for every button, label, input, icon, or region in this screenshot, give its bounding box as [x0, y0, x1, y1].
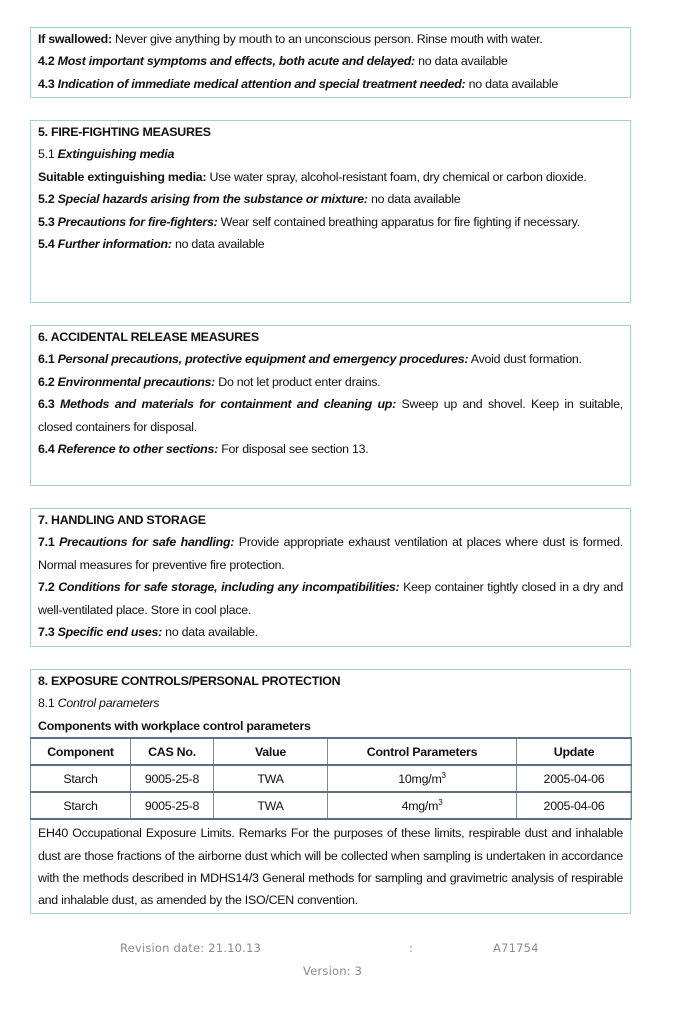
column-header-value: Value — [214, 738, 328, 765]
suitable-media-paragraph — [38, 166, 623, 188]
suitable-media-text: Use water spray, alcohol-resistant foam, dry chemical or carbon dioxide. — [206, 169, 587, 184]
section-6-box — [30, 325, 631, 486]
param-value: 4mg/m — [401, 798, 439, 813]
section-4-continuation-box — [30, 27, 631, 98]
section-7-3 — [38, 621, 623, 643]
section-number: 6.3 — [38, 397, 60, 412]
control-parameters-table — [30, 737, 632, 820]
section-number: 4.2 — [38, 54, 58, 69]
cell-control-parameter — [328, 765, 517, 792]
section-6-3-text: Sweep up and shovel. Keep in suitable, closed containers for disposal. — [38, 397, 623, 434]
cell-update: 2005-04-06 — [517, 792, 632, 819]
section-6-4-label: Reference to other sections: — [57, 442, 218, 457]
section-4-2 — [38, 50, 623, 72]
section-5-3 — [38, 211, 623, 233]
column-header-control-parameters: Control Parameters — [328, 738, 517, 765]
exposure-remarks — [31, 820, 630, 912]
section-6-title: 6. ACCIDENTAL RELEASE MEASURES — [38, 330, 259, 344]
column-header-update: Update — [517, 738, 632, 765]
cell-cas-no: 9005-25-8 — [131, 765, 214, 792]
section-number: 6.4 — [38, 442, 58, 457]
table-row — [31, 765, 632, 792]
param-exponent: 3 — [438, 797, 443, 807]
section-number: 7.1 — [38, 535, 60, 550]
section-5-1-label: Extinguishing media — [57, 147, 175, 162]
section-5-3-text: Wear self contained breathing apparatus for fire fighting if necessary. — [217, 214, 580, 229]
section-5-3-label: Precautions for fire-fighters: — [57, 214, 218, 229]
section-7-box — [30, 508, 631, 647]
param-value: 10mg/m — [398, 771, 442, 786]
section-number: 6.1 — [38, 352, 58, 367]
section-number: 7.3 — [38, 625, 58, 640]
section-number: 5.1 — [38, 147, 58, 162]
section-6-4 — [38, 438, 623, 460]
section-number: 5.3 — [38, 214, 58, 229]
section-number: 5.2 — [38, 192, 58, 207]
document-code: A71754 — [493, 941, 539, 955]
section-5-box — [30, 120, 631, 303]
section-number: 7.2 — [38, 580, 59, 595]
section-5-4 — [38, 233, 623, 255]
cell-control-parameter — [328, 792, 517, 819]
section-8-header — [31, 670, 630, 737]
section-6-1 — [38, 348, 623, 370]
section-4-2-label: Most important symptoms and effects, both acute and delayed: — [57, 54, 415, 69]
section-7-1-label: Precautions for safe handling: — [59, 535, 235, 550]
section-6-3 — [38, 393, 623, 438]
cell-value: TWA — [214, 765, 328, 792]
version-label: Version: 3 — [303, 964, 363, 978]
section-5-2 — [38, 188, 623, 210]
section-7-title: 7. HANDLING AND STORAGE — [38, 513, 206, 527]
if-swallowed-text: Never give anything by mouth to an unconscious person. Rinse mouth with water. — [111, 32, 543, 46]
section-6-2 — [38, 371, 623, 393]
section-4-3 — [38, 73, 623, 95]
section-8-title: 8. EXPOSURE CONTROLS/PERSONAL PROTECTION — [38, 674, 341, 688]
cell-value: TWA — [214, 792, 328, 819]
footer-separator: : — [409, 941, 414, 955]
column-header-cas-no: CAS No. — [131, 738, 214, 765]
section-8-1-label: Control parameters — [57, 696, 160, 711]
section-8-box — [30, 669, 631, 914]
section-7-2-label: Conditions for safe storage, including any incompatibilities: — [58, 580, 400, 595]
section-7-1-text: Provide appropriate exhaust ventilation at places where dust is formed. Normal measures for preventive fire protection. — [38, 535, 623, 572]
section-7-1 — [38, 531, 623, 576]
cell-component: Starch — [31, 765, 131, 792]
section-number: 5.4 — [38, 237, 58, 252]
revision-date: Revision date: 21.10.13 — [120, 941, 261, 955]
section-5-1 — [38, 143, 623, 165]
exposure-remarks-text: EH40 Occupational Exposure Limits. Remarks For the purposes of these limits, respirable dust and inhalable dust are those fractions of the airborne dust which will be collected when sampling is undertaken in accordance with the methods described in MDHS14/3 General methods for sampling and gravimetric analysis of respirable and inhalable dust, as amended by the ISO/CEN convention. — [38, 826, 623, 908]
section-number: 8.1 — [38, 696, 58, 711]
section-6-3-label: Methods and materials for containment and cleaning up: — [60, 397, 397, 412]
section-6-2-label: Environmental precautions: — [57, 374, 216, 389]
section-4-2-text: no data available — [414, 54, 508, 69]
section-5-2-label: Special hazards arising from the substance or mixture: — [57, 192, 368, 207]
section-4-3-label: Indication of immediate medical attention and special treatment needed: — [57, 76, 466, 91]
if-swallowed-label: If swallowed: — [38, 32, 112, 46]
section-6-1-label: Personal precautions, protective equipment and emergency procedures: — [57, 352, 469, 367]
table-row — [31, 792, 632, 819]
cell-cas-no: 9005-25-8 — [131, 792, 214, 819]
column-header-component: Component — [31, 738, 131, 765]
cell-update: 2005-04-06 — [517, 765, 632, 792]
section-8-1 — [38, 692, 623, 714]
section-5-4-text: no data available — [171, 237, 265, 252]
suitable-media-label: Suitable extinguishing media: — [38, 169, 207, 184]
section-5-title: 5. FIRE-FIGHTING MEASURES — [38, 125, 211, 139]
table-header-row — [31, 738, 632, 765]
section-number: 4.3 — [38, 76, 58, 91]
section-7-2-text: Keep container tightly closed in a dry and well-ventilated place. Store in cool place. — [38, 580, 624, 617]
param-exponent: 3 — [441, 770, 446, 780]
section-7-2 — [38, 576, 623, 621]
section-7-3-text: no data available. — [161, 625, 258, 640]
cell-component: Starch — [31, 792, 131, 819]
section-5-4-label: Further information: — [57, 237, 172, 252]
section-6-1-text: Avoid dust formation. — [468, 352, 582, 367]
section-6-4-text: For disposal see section 13. — [218, 442, 369, 457]
section-4-3-text: no data available — [465, 76, 559, 91]
section-6-2-text: Do not let product enter drains. — [215, 374, 381, 389]
if-swallowed-paragraph — [38, 28, 623, 50]
section-5-2-text: no data available — [367, 192, 461, 207]
section-7-3-label: Specific end uses: — [57, 625, 162, 640]
section-number: 6.2 — [38, 374, 58, 389]
components-heading: Components with workplace control parameters — [38, 718, 311, 733]
